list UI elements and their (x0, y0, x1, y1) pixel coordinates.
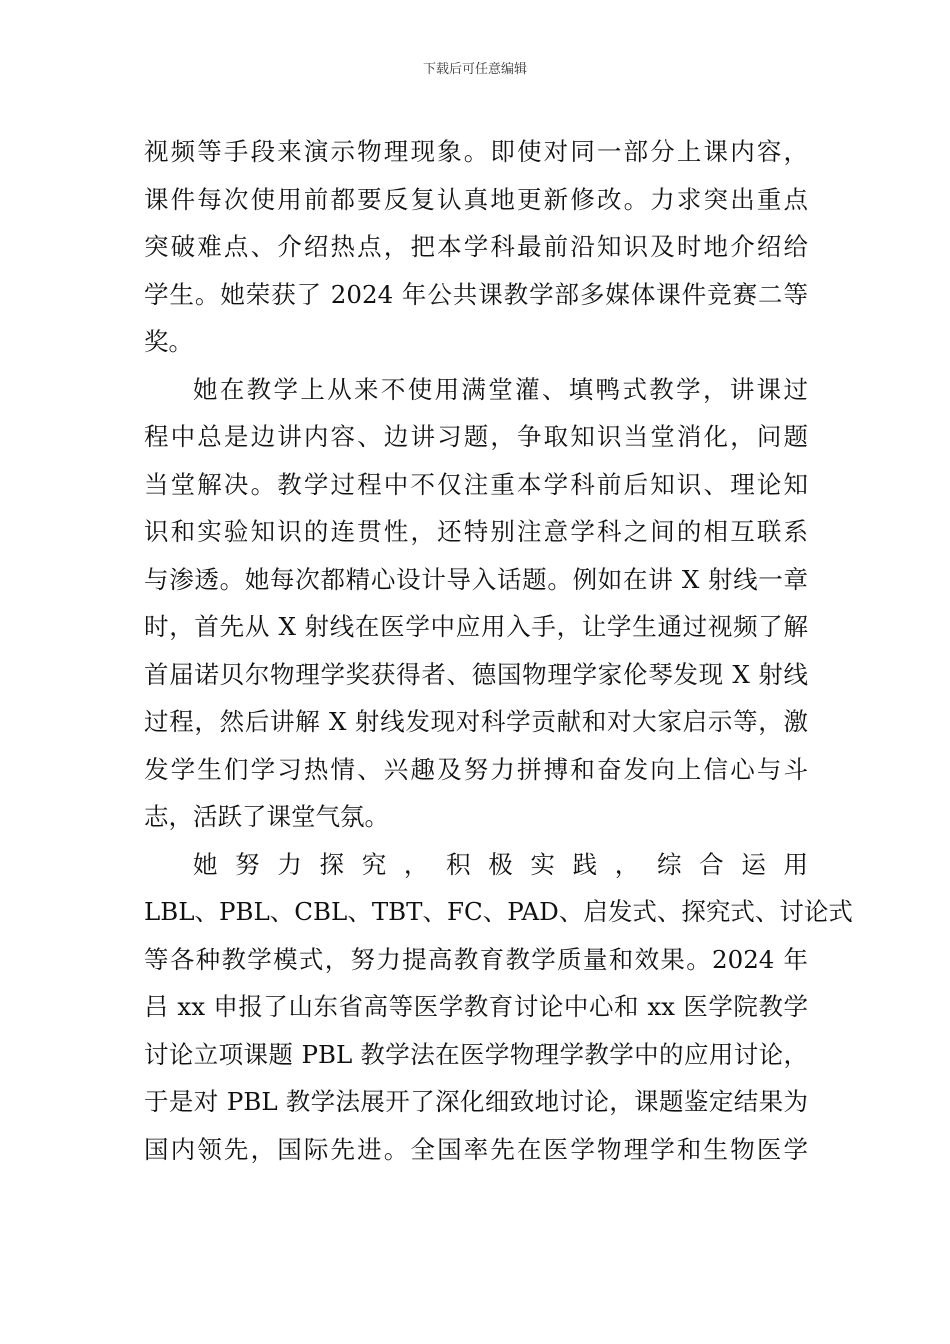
text-line-11: 时，首先从 X 射线在医学中应用入手，让学生通过视频了解 (144, 612, 808, 641)
text-line-18: 等各种教学模式，努力提高教育教学质量和效果。2024 年 (144, 944, 808, 974)
text-line-20: 讨论立项课题 PBL 教学法在医学物理学教学中的应用讨论， (144, 1039, 808, 1069)
text-line-16: 她 努 力 探 究 ， 积 极 实 践 ， 综 合 运 用 (193, 849, 808, 879)
text-line-22: 国内领先，国际先进。全国率先在医学物理学和生物医学 (144, 1134, 808, 1164)
text-line-4: 学生。她荣获了 2024 年公共课教学部多媒体课件竞赛二等 (144, 279, 808, 309)
text-line-15: 志，活跃了课堂气氛。 (144, 802, 389, 831)
text-line-5: 奖。 (144, 327, 193, 356)
text-line-8: 当堂解决。教学过程中不仅注重本学科前后知识、理论知 (144, 469, 808, 499)
text-line-1: 视频等手段来演示物理现象。即使对同一部分上课内容， (144, 137, 808, 166)
text-line-2: 课件每次使用前都要反复认真地更新修改。力求突出重点 (144, 184, 808, 214)
text-line-14: 发学生们学习热情、兴趣及努力拼搏和奋发向上信心与斗 (144, 754, 808, 784)
text-line-9: 识和实验知识的连贯性，还特别注意学科之间的相互联系 (144, 517, 808, 546)
page-header-note: 下载后可任意编辑 (422, 62, 527, 77)
text-line-7: 程中总是边讲内容、边讲习题，争取知识当堂消化，问题 (144, 422, 808, 451)
document-body (144, 128, 853, 1173)
text-line-3: 突破难点、介绍热点，把本学科最前沿知识及时地介绍给 (144, 232, 808, 261)
text-line-17: LBL、PBL、CBL、TBT、FC、PAD、启发式、探究式、讨论式 (144, 897, 853, 926)
text-line-6: 她在教学上从来不使用满堂灌、填鸭式教学，讲课过 (193, 374, 808, 404)
text-line-19: 吕 xx 申报了山东省高等医学教育讨论中心和 xx 医学院教学 (144, 992, 808, 1021)
text-line-21: 于是对 PBL 教学法展开了深化细致地讨论，课题鉴定结果为 (144, 1087, 808, 1116)
text-line-10: 与渗透。她每次都精心设计导入话题。例如在讲 X 射线一章 (144, 564, 808, 594)
text-line-12: 首届诺贝尔物理学奖获得者、德国物理学家伦琴发现 X 射线 (144, 659, 808, 689)
text-line-13: 过程，然后讲解 X 射线发现对科学贡献和对大家启示等，激 (144, 707, 808, 736)
